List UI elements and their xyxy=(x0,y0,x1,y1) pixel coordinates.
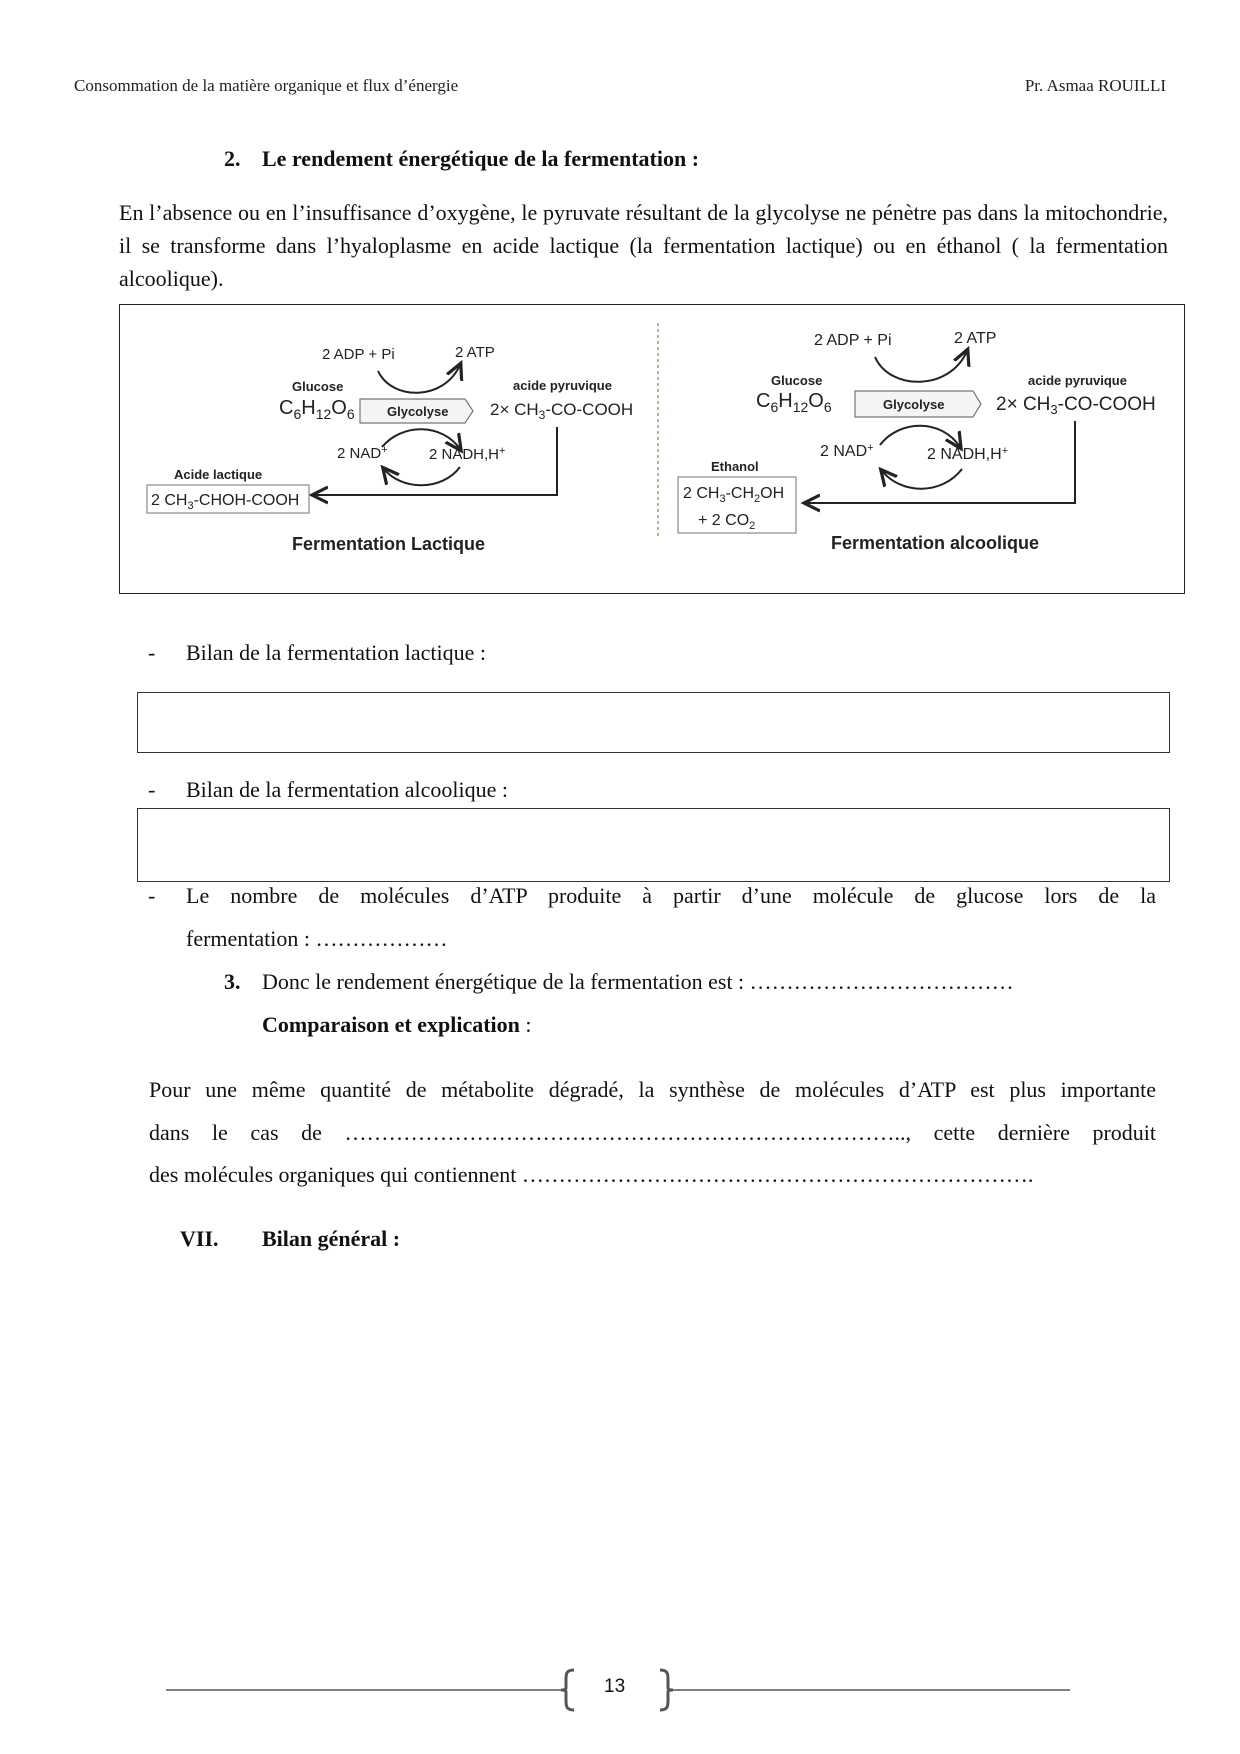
lactic-glucose-label: Glucose xyxy=(292,379,344,394)
lactic-atp-arrow xyxy=(378,365,460,393)
section-3-text: Donc le rendement énergétique de la fermentation est : ……………………………… xyxy=(262,969,1014,994)
alcoholic-atp-label: 2 ATP xyxy=(954,330,997,347)
section-2-number: 2. xyxy=(224,146,241,171)
comparison-subtitle xyxy=(262,1012,532,1038)
bullet-dash: - xyxy=(148,777,156,802)
lactic-adp-label: 2 ADP + Pi xyxy=(322,346,395,363)
lactic-caption: Fermentation Lactique xyxy=(292,534,486,554)
section-7-heading xyxy=(180,1226,400,1252)
alcoholic-product-line2: + 2 $CO_2$ xyxy=(698,512,756,532)
section-7-number: VII. xyxy=(180,1226,219,1251)
alcoholic-pyruvic-formula: $2\times CH_3-CO$-COOH xyxy=(996,394,1156,417)
comparison-line-3: des molécules organiques qui contiennent ……………………………………………………………. xyxy=(149,1162,1034,1187)
bullet-lactic-text: Bilan de la fermentation lactique : xyxy=(186,640,486,665)
alcoholic-product-line1: 2 $CH_3-CH_2OH$ xyxy=(683,485,785,505)
page-number: 13 xyxy=(604,1676,626,1697)
lactic-atp-label: 2 ATP xyxy=(455,344,495,361)
bullet-atp xyxy=(148,883,186,909)
header-author: Pr. Asmaa ROUILLI xyxy=(1024,76,1166,95)
section-3-line xyxy=(224,969,1156,995)
alcoholic-glucose-formula: $C_6H_{12}O_6$ xyxy=(756,390,832,415)
header-document-title: Consommation de la matière organique et flux d’énergie xyxy=(74,76,459,95)
atp-line-1: Le nombre de molécules d’ATP produite à partir d’une molécule de glucose lors de la xyxy=(186,883,1156,908)
alcoholic-atp-arrow xyxy=(875,351,967,382)
alcoholic-nadh-arrow xyxy=(880,426,960,447)
lactic-product-label: Acide lactique xyxy=(174,467,263,482)
alcoholic-glycolyse-label: Glycolyse xyxy=(883,397,945,412)
alcoholic-nadh-label: 2 NADH,H+ xyxy=(927,445,1009,463)
lactic-nad-arrow xyxy=(384,467,460,485)
alcoholic-answer-box[interactable] xyxy=(137,808,1170,882)
bullet-dash: - xyxy=(148,640,156,665)
lactic-product-formula: 2 $CH_3-CHOH$-COOH xyxy=(151,492,300,512)
intro-paragraph: En l’absence ou en l’insuffisance d’oxygène, le pyruvate résultant de la glycolyse ne pénètre pas dans la mitochondrie, il se transforme dans l’hyaloplasme en acide lactique (la fermentation lactique) ou en éthanol ( la fermentation alcoolique). xyxy=(119,200,1168,291)
section-7-title: Bilan général : xyxy=(262,1226,401,1251)
lactic-pyruvic-label: acide pyruvique xyxy=(513,378,612,393)
lactic-nadh-label: 2 NADH,H+ xyxy=(429,445,506,463)
alcoholic-nad-arrow xyxy=(882,469,962,489)
section-3-number: 3. xyxy=(224,969,241,994)
fermentation-figure xyxy=(119,304,1185,594)
alcoholic-nad-label: 2 NAD+ xyxy=(820,442,874,460)
atp-line-2: fermentation : ……………… xyxy=(186,926,448,951)
alcoholic-adp-label: 2 ADP + Pi xyxy=(814,332,892,349)
section-2-heading xyxy=(224,146,699,172)
lactic-answer-box[interactable] xyxy=(137,692,1170,753)
section-2-title: Le rendement énergétique de la fermentation : xyxy=(262,146,700,171)
bullet-alcoholic xyxy=(148,777,508,803)
comparison-line-1: Pour une même quantité de métabolite dégradé, la synthèse de molécules d’ATP est plus importante xyxy=(149,1077,1156,1102)
bullet-alcoholic-text: Bilan de la fermentation alcoolique : xyxy=(186,777,508,802)
alcoholic-caption: Fermentation alcoolique xyxy=(831,533,1040,553)
lactic-glucose-formula: $C_6H_{12}O_6$ xyxy=(279,397,355,422)
lactic-nad-label: 2 NAD+ xyxy=(337,444,388,462)
bullet-lactic xyxy=(148,640,486,666)
bullet-dash: - xyxy=(148,883,156,908)
comparison-line-2: dans le cas de ………………………………………………………………….., cette dernière produit xyxy=(149,1120,1156,1145)
alcoholic-pyruvic-label: acide pyruvique xyxy=(1028,373,1127,388)
lactic-pyruvic-formula: $2\times CH_3-CO$-COOH xyxy=(490,400,634,422)
alcoholic-glucose-label: Glucose xyxy=(771,373,823,388)
fermentation-diagram xyxy=(120,305,1186,595)
comparison-subtitle-suffix: : xyxy=(519,1012,532,1037)
lactic-glycolyse-label: Glycolyse xyxy=(387,404,449,419)
alcoholic-product-label: Ethanol xyxy=(711,459,759,474)
comparison-subtitle-text: Comparaison et explication xyxy=(262,1012,520,1037)
